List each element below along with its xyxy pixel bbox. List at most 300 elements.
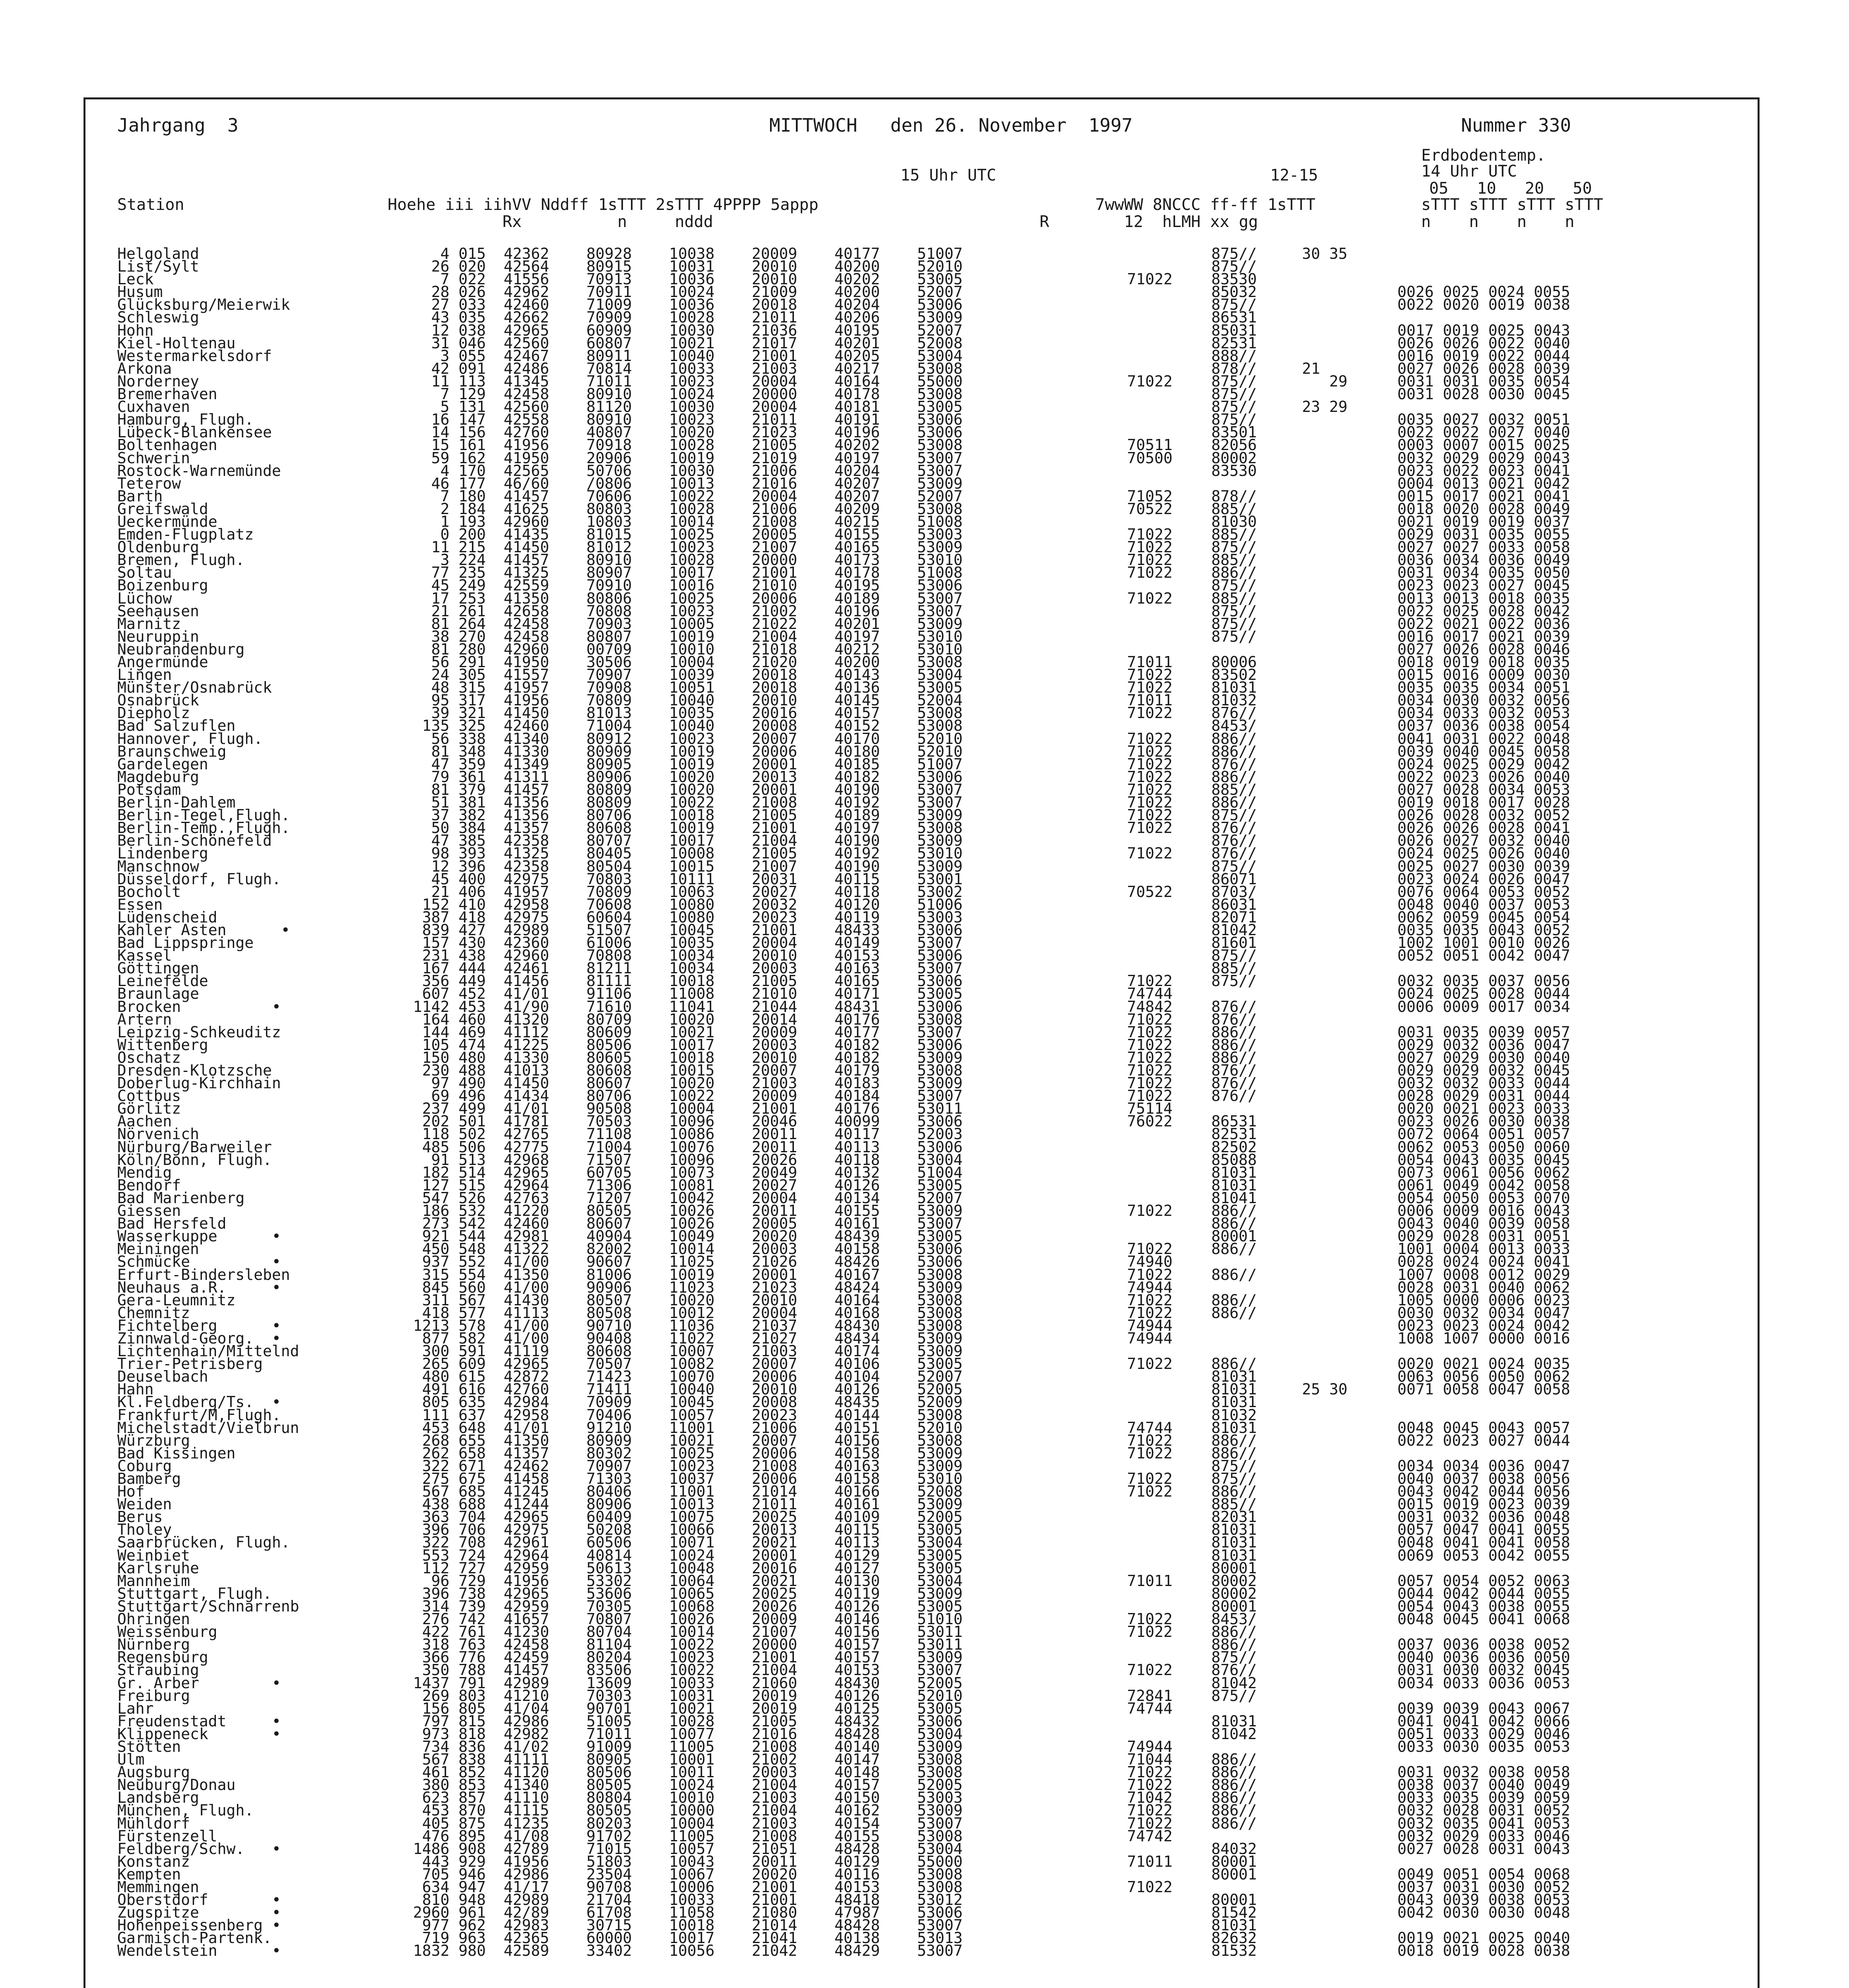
- table-cell-g: 74742: [1127, 1827, 1173, 1845]
- table-cell-h: 875//: [1211, 411, 1257, 429]
- table-cell-st: Seehausen: [117, 602, 199, 620]
- table-cell-e: 40200: [834, 258, 880, 276]
- main-columns-subheader: Rx n nddd: [388, 213, 713, 231]
- table-cell-h: 875//: [1211, 372, 1257, 390]
- table-cell-f: 53002: [917, 883, 963, 901]
- table-cell-j: 0035 0027 0032 0051: [1397, 411, 1570, 429]
- table-cell-d: 21008: [752, 1827, 797, 1845]
- table-cell-b: 53302: [586, 1572, 632, 1590]
- table-cell-h: 86531: [1211, 309, 1257, 326]
- table-cell-st: Bamberg: [117, 1470, 181, 1487]
- table-cell-e: 40119: [834, 1584, 880, 1602]
- table-cell-a: 41244: [504, 1495, 549, 1513]
- table-cell-h: 81031: [1211, 1534, 1257, 1551]
- table-cell-h: 875//: [1211, 1470, 1257, 1487]
- table-cell-d: 21001: [752, 819, 797, 837]
- table-cell-c: 10020: [669, 768, 715, 786]
- table-cell-e: 40161: [834, 1495, 880, 1513]
- table-cell-h: 875//: [1211, 258, 1257, 276]
- table-cell-g: 71022: [1127, 780, 1173, 798]
- table-cell-j: 0013 0013 0018 0035: [1397, 589, 1570, 607]
- table-cell-f: 53001: [917, 870, 963, 888]
- table-cell-a: 41245: [504, 1483, 549, 1501]
- table-cell-e: 40162: [834, 1802, 880, 1819]
- table-cell-b: 80505: [586, 1776, 632, 1794]
- table-cell-c: 10022: [669, 1661, 715, 1679]
- table-cell-b: 80804: [586, 1789, 632, 1807]
- table-cell-f: 53007: [917, 1916, 963, 1934]
- table-cell-d: 20011: [752, 1202, 797, 1220]
- table-cell-e: 48429: [834, 1942, 880, 1960]
- table-cell-b: 80506: [586, 1036, 632, 1054]
- table-cell-hi: 118 502: [422, 1125, 486, 1143]
- table-cell-c: 10040: [669, 717, 715, 735]
- table-cell-b: 80803: [586, 500, 632, 518]
- table-cell-st: List/Sylt: [117, 258, 199, 276]
- table-cell-f: 53006: [917, 1712, 963, 1730]
- table-cell-e: 40196: [834, 602, 880, 620]
- table-cell-g: 71022: [1127, 1814, 1173, 1832]
- table-cell-f: 53009: [917, 1278, 963, 1296]
- table-cell-d: 20007: [752, 1355, 797, 1373]
- table-cell-d: 21005: [752, 972, 797, 990]
- table-cell-hi: 81 348: [431, 742, 486, 760]
- table-cell-h: 886//: [1211, 1776, 1257, 1794]
- table-cell-hi: 567 685: [422, 1483, 486, 1501]
- table-cell-c: 10040: [669, 691, 715, 709]
- table-cell-a: 42458: [504, 627, 549, 645]
- table-cell-h: 878//: [1211, 487, 1257, 505]
- table-cell-st: Hahn: [117, 1380, 154, 1398]
- table-cell-h: 885//: [1211, 500, 1257, 518]
- table-cell-g: 72841: [1127, 1687, 1173, 1705]
- table-cell-g: 71042: [1127, 1789, 1173, 1807]
- table-cell-e: 40163: [834, 1457, 880, 1475]
- table-cell-st: Boltenhagen: [117, 436, 217, 454]
- table-cell-c: 10014: [669, 513, 715, 530]
- table-cell-b: 13609: [586, 1674, 632, 1692]
- table-cell-g: 71022: [1127, 1010, 1173, 1028]
- table-cell-a: 41230: [504, 1623, 549, 1641]
- table-cell-hi: 797 815: [422, 1712, 486, 1730]
- table-cell-f: 53009: [917, 1584, 963, 1602]
- table-cell-st: Neuhaus a.R. •: [117, 1278, 281, 1296]
- table-cell-c: 11005: [669, 1738, 715, 1755]
- table-cell-e: 40215: [834, 513, 880, 530]
- table-cell-c: 10014: [669, 1240, 715, 1258]
- table-cell-f: 53008: [917, 1431, 963, 1449]
- table-cell-j: 0020 0021 0024 0035: [1397, 1355, 1570, 1373]
- table-cell-e: 40195: [834, 577, 880, 594]
- table-cell-st: Soltau: [117, 564, 172, 582]
- table-cell-j: 1005 0000 0006 0023: [1397, 1291, 1570, 1309]
- table-cell-c: 10096: [669, 1151, 715, 1169]
- table-cell-b: 30715: [586, 1916, 632, 1934]
- table-cell-d: 21010: [752, 577, 797, 594]
- table-cell-b: 81006: [586, 1266, 632, 1283]
- table-cell-a: 41120: [504, 1763, 549, 1781]
- table-cell-b: 71004: [586, 717, 632, 735]
- table-cell-g: 71022: [1127, 1610, 1173, 1628]
- table-cell-st: Teterow: [117, 474, 181, 492]
- table-cell-d: 20010: [752, 258, 797, 276]
- table-cell-e: 40153: [834, 1661, 880, 1679]
- table-cell-f: 52003: [917, 1125, 963, 1143]
- table-cell-f: 55000: [917, 1852, 963, 1870]
- table-cell-a: 41330: [504, 1048, 549, 1066]
- table-cell-st: Zinnwald-Georg. •: [117, 1329, 281, 1347]
- table-cell-c: 10040: [669, 1380, 715, 1398]
- table-cell-j: 0016 0017 0021 0039: [1397, 627, 1570, 645]
- table-cell-j: 0024 0025 0029 0042: [1397, 755, 1570, 773]
- table-cell-b: 70803: [586, 870, 632, 888]
- table-cell-f: 53006: [917, 921, 963, 939]
- table-cell-c: 10040: [669, 347, 715, 365]
- table-cell-b: 91106: [586, 985, 632, 1003]
- table-cell-f: 52005: [917, 1674, 963, 1692]
- table-cell-c: 10023: [669, 730, 715, 747]
- table-cell-hi: 734 836: [422, 1738, 486, 1755]
- table-cell-hi: 156 805: [422, 1699, 486, 1717]
- table-cell-c: 10024: [669, 1776, 715, 1794]
- table-cell-c: 10036: [669, 296, 715, 314]
- table-cell-hi: 231 438: [422, 947, 486, 965]
- table-cell-st: Görlitz: [117, 1100, 181, 1118]
- table-cell-e: 40207: [834, 487, 880, 505]
- table-cell-d: 21003: [752, 1074, 797, 1092]
- table-cell-g: 70500: [1127, 449, 1173, 467]
- table-cell-e: 40204: [834, 462, 880, 480]
- table-cell-st: Essen: [117, 895, 163, 913]
- table-cell-d: 20004: [752, 372, 797, 390]
- table-cell-h: 81542: [1211, 1904, 1257, 1922]
- table-cell-f: 53007: [917, 959, 963, 977]
- table-cell-j: 0027 0026 0028 0046: [1397, 640, 1570, 658]
- table-cell-st: Artern: [117, 1010, 172, 1028]
- table-cell-hi: 47 385: [431, 832, 486, 850]
- table-cell-j: 0048 0041 0041 0058: [1397, 1534, 1570, 1551]
- table-cell-e: 40138: [834, 1929, 880, 1947]
- table-cell-h: 81031: [1211, 1712, 1257, 1730]
- table-cell-a: 42558: [504, 411, 549, 429]
- table-cell-e: 40191: [834, 411, 880, 429]
- table-cell-st: Trier-Petrisberg: [117, 1355, 263, 1373]
- table-cell-e: 40113: [834, 1138, 880, 1156]
- table-cell-st: Glücksburg/Meierwik: [117, 296, 290, 314]
- table-cell-d: 21017: [752, 334, 797, 352]
- table-cell-c: 10030: [669, 321, 715, 339]
- table-cell-e: 40174: [834, 1342, 880, 1360]
- table-cell-j: 0029 0029 0032 0045: [1397, 1062, 1570, 1079]
- table-cell-c: 10031: [669, 258, 715, 276]
- table-cell-a: 42460: [504, 717, 549, 735]
- table-cell-a: 41115: [504, 1802, 549, 1819]
- table-cell-c: 10056: [669, 1942, 715, 1960]
- table-cell-g: 71022: [1127, 1202, 1173, 1220]
- table-cell-h: 886//: [1211, 1802, 1257, 1819]
- table-cell-st: Münster/Osnabrück: [117, 679, 272, 697]
- table-cell-e: 40207: [834, 474, 880, 492]
- table-cell-h: 885//: [1211, 959, 1257, 977]
- table-cell-f: 52004: [917, 691, 963, 709]
- table-cell-j: 0030 0032 0034 0047: [1397, 1304, 1570, 1322]
- table-cell-f: 53004: [917, 1725, 963, 1743]
- table-cell-c: 10018: [669, 1916, 715, 1934]
- right-columns-header: 7wwWW 8NCCC ff-ff 1sTTT: [1095, 196, 1315, 214]
- table-cell-hi: 418 577: [422, 1304, 486, 1322]
- table-cell-a: 42960: [504, 640, 549, 658]
- table-cell-b: 80809: [586, 780, 632, 798]
- table-cell-j: 0028 0029 0031 0044: [1397, 1087, 1570, 1105]
- table-cell-h: 81041: [1211, 1189, 1257, 1207]
- table-cell-d: 21002: [752, 1751, 797, 1769]
- table-cell-hi: 276 742: [422, 1610, 486, 1628]
- table-cell-d: 20009: [752, 1610, 797, 1628]
- table-cell-d: 20005: [752, 1215, 797, 1233]
- table-cell-st: Wasserkuppe •: [117, 1227, 281, 1245]
- table-cell-d: 21004: [752, 1802, 797, 1819]
- table-cell-b: 80709: [586, 1010, 632, 1028]
- table-cell-hi: 453 870: [422, 1802, 486, 1819]
- table-cell-d: 21008: [752, 794, 797, 812]
- table-cell-hi: 719 963: [422, 1929, 486, 1947]
- table-cell-a: 41340: [504, 730, 549, 747]
- table-cell-a: 42458: [504, 1636, 549, 1654]
- table-cell-e: 40182: [834, 1036, 880, 1054]
- table-cell-j: 0038 0037 0040 0049: [1397, 1776, 1570, 1794]
- table-cell-f: 53008: [917, 1763, 963, 1781]
- table-cell-h: 81042: [1211, 1725, 1257, 1743]
- table-cell-e: 48426: [834, 1253, 880, 1271]
- table-cell-h: 886//: [1211, 1623, 1257, 1641]
- table-cell-a: 41/01: [504, 985, 549, 1003]
- table-cell-st: Lüchow: [117, 589, 172, 607]
- table-cell-a: 42775: [504, 1138, 549, 1156]
- table-cell-hi: 275 675: [422, 1470, 486, 1487]
- table-cell-f: 53010: [917, 627, 963, 645]
- table-cell-h: 886//: [1211, 1036, 1257, 1054]
- table-cell-j: 0031 0028 0030 0045: [1397, 385, 1570, 403]
- table-cell-c: 10035: [669, 704, 715, 722]
- table-cell-c: 10022: [669, 1087, 715, 1105]
- table-cell-g: 71022: [1127, 1048, 1173, 1066]
- table-cell-a: 41956: [504, 436, 549, 454]
- table-cell-h: 886//: [1211, 1023, 1257, 1041]
- table-cell-d: 21016: [752, 1725, 797, 1743]
- table-cell-f: 53010: [917, 1470, 963, 1487]
- table-cell-h: 886//: [1211, 1814, 1257, 1832]
- table-cell-e: 40177: [834, 245, 880, 262]
- table-cell-f: 53007: [917, 1215, 963, 1233]
- table-cell-e: 48430: [834, 1674, 880, 1692]
- table-cell-hi: 7 022: [440, 270, 486, 288]
- table-cell-st: Weiden: [117, 1495, 172, 1513]
- table-cell-j: 0049 0051 0054 0068: [1397, 1865, 1570, 1883]
- table-cell-f: 53009: [917, 538, 963, 556]
- table-cell-f: 53008: [917, 1751, 963, 1769]
- table-cell-hi: 97 490: [431, 1074, 486, 1092]
- table-cell-i: 25 30: [1302, 1380, 1348, 1398]
- table-cell-a: 41225: [504, 1036, 549, 1054]
- table-cell-b: 80605: [586, 1048, 632, 1066]
- table-cell-h: 876//: [1211, 1661, 1257, 1679]
- table-cell-g: 71022: [1127, 589, 1173, 607]
- table-cell-e: 40155: [834, 1202, 880, 1220]
- table-cell-a: 42986: [504, 1712, 549, 1730]
- table-cell-b: 70903: [586, 615, 632, 633]
- time-12-15-header: 12-15: [1270, 166, 1318, 184]
- table-cell-c: 10019: [669, 742, 715, 760]
- table-cell-h: 8453/: [1211, 1610, 1257, 1628]
- table-cell-st: Norderney: [117, 372, 199, 390]
- table-cell-hi: 81 280: [431, 640, 486, 658]
- table-cell-st: Osnabrück: [117, 691, 199, 709]
- table-cell-hi: 144 469: [422, 1023, 486, 1041]
- table-cell-b: 80504: [586, 857, 632, 875]
- table-cell-b: 81104: [586, 1636, 632, 1654]
- table-cell-f: 53005: [917, 1699, 963, 1717]
- table-cell-e: 40161: [834, 1215, 880, 1233]
- table-cell-e: 40202: [834, 436, 880, 454]
- table-cell-c: 10004: [669, 1814, 715, 1832]
- table-cell-b: 80406: [586, 1483, 632, 1501]
- table-cell-h: 886//: [1211, 564, 1257, 582]
- table-cell-j: 0022 0022 0027 0040: [1397, 423, 1570, 441]
- table-cell-st: Potsdam: [117, 780, 181, 798]
- table-cell-h: 886//: [1211, 1048, 1257, 1066]
- table-cell-h: 80002: [1211, 1584, 1257, 1602]
- table-cell-st: Mannheim: [117, 1572, 190, 1590]
- table-cell-hi: 17 253: [431, 589, 486, 607]
- table-cell-e: 40180: [834, 742, 880, 760]
- table-cell-c: 10049: [669, 1227, 715, 1245]
- table-cell-b: 71004: [586, 1138, 632, 1156]
- table-cell-a: 42965: [504, 1355, 549, 1373]
- table-cell-f: 53010: [917, 551, 963, 569]
- table-cell-e: 40120: [834, 895, 880, 913]
- table-cell-g: 71022: [1127, 845, 1173, 862]
- table-cell-st: Meiningen: [117, 1240, 199, 1258]
- table-cell-hi: 91 513: [431, 1151, 486, 1169]
- table-cell-j: 0052 0051 0042 0047: [1397, 947, 1570, 965]
- table-cell-e: 40126: [834, 1597, 880, 1615]
- table-cell-j: 0063 0056 0050 0062: [1397, 1368, 1570, 1386]
- table-cell-j: 0039 0039 0043 0067: [1397, 1699, 1570, 1717]
- table-cell-b: 50208: [586, 1521, 632, 1539]
- table-cell-c: 11008: [669, 985, 715, 1003]
- table-cell-d: 20011: [752, 1138, 797, 1156]
- table-cell-g: 70522: [1127, 883, 1173, 901]
- table-cell-a: 42365: [504, 1929, 549, 1947]
- table-cell-d: 20003: [752, 959, 797, 977]
- table-cell-hi: 105 474: [422, 1036, 486, 1054]
- table-cell-h: 875//: [1211, 398, 1257, 416]
- table-cell-f: 53008: [917, 1316, 963, 1334]
- table-cell-c: 10026: [669, 1610, 715, 1628]
- table-cell-h: 875//: [1211, 947, 1257, 965]
- table-cell-d: 21027: [752, 1329, 797, 1347]
- table-cell-h: 85032: [1211, 283, 1257, 301]
- table-cell-hi: 553 724: [422, 1546, 486, 1564]
- table-cell-g: 71022: [1127, 1776, 1173, 1794]
- table-cell-b: 60909: [586, 321, 632, 339]
- table-cell-d: 21016: [752, 474, 797, 492]
- table-cell-h: 875//: [1211, 1648, 1257, 1666]
- table-cell-h: 82632: [1211, 1929, 1257, 1947]
- table-cell-h: 85088: [1211, 1151, 1257, 1169]
- table-cell-a: 42362: [504, 245, 549, 262]
- table-cell-c: 10016: [669, 577, 715, 594]
- table-cell-j: 0031 0032 0036 0048: [1397, 1508, 1570, 1526]
- table-cell-a: 42763: [504, 1189, 549, 1207]
- table-cell-g: 74944: [1127, 1329, 1173, 1347]
- table-cell-st: Ueckermünde: [117, 513, 217, 530]
- table-cell-h: 875//: [1211, 602, 1257, 620]
- table-cell-e: 40165: [834, 972, 880, 990]
- table-cell-e: 40158: [834, 1240, 880, 1258]
- table-cell-hi: 877 582: [422, 1329, 486, 1347]
- table-cell-b: 71108: [586, 1125, 632, 1143]
- table-cell-b: 81120: [586, 398, 632, 416]
- table-cell-hi: 111 637: [422, 1406, 486, 1424]
- table-cell-d: 21004: [752, 1776, 797, 1794]
- table-cell-f: 53009: [917, 1457, 963, 1475]
- table-cell-b: 71610: [586, 998, 632, 1015]
- table-cell-d: 20010: [752, 1048, 797, 1066]
- table-cell-e: 40117: [834, 1125, 880, 1143]
- table-cell-g: 71011: [1127, 653, 1173, 671]
- table-cell-a: 41/08: [504, 1827, 549, 1845]
- table-cell-a: 41/02: [504, 1738, 549, 1755]
- table-cell-b: 70907: [586, 1457, 632, 1475]
- table-cell-a: 42358: [504, 832, 549, 850]
- table-cell-st: Arkona: [117, 359, 172, 377]
- table-cell-d: 21006: [752, 500, 797, 518]
- table-cell-j: 0031 0031 0035 0054: [1397, 372, 1570, 390]
- table-cell-b: 80809: [586, 794, 632, 812]
- table-cell-g: 74842: [1127, 998, 1173, 1015]
- table-cell-g: 70522: [1127, 500, 1173, 518]
- table-cell-j: 0031 0034 0035 0050: [1397, 564, 1570, 582]
- table-cell-d: 21003: [752, 359, 797, 377]
- table-cell-c: 10001: [669, 1751, 715, 1769]
- table-cell-d: 20020: [752, 1865, 797, 1883]
- table-cell-st: Magdeburg: [117, 768, 199, 786]
- table-cell-st: Bad Salzuflen: [117, 717, 236, 735]
- table-cell-b: 70503: [586, 1112, 632, 1130]
- table-cell-a: 41950: [504, 449, 549, 467]
- table-cell-b: 71507: [586, 1151, 632, 1169]
- table-cell-j: 0028 0031 0040 0062: [1397, 1278, 1570, 1296]
- table-cell-st: Bremen, Flugh.: [117, 551, 245, 569]
- table-cell-d: 20018: [752, 666, 797, 684]
- table-cell-a: 42360: [504, 934, 549, 952]
- table-cell-j: 0071 0058 0047 0058: [1397, 1380, 1570, 1398]
- table-cell-st: Memmingen: [117, 1878, 199, 1896]
- table-cell-j: 0015 0017 0021 0041: [1397, 487, 1570, 505]
- table-cell-st: Wittenberg: [117, 1036, 208, 1054]
- table-cell-e: 40197: [834, 819, 880, 837]
- table-cell-a: 42961: [504, 1534, 549, 1551]
- table-cell-f: 53006: [917, 1904, 963, 1922]
- table-cell-a: 41/00: [504, 1329, 549, 1347]
- table-cell-c: 10010: [669, 640, 715, 658]
- table-cell-g: 71022: [1127, 1431, 1173, 1449]
- table-cell-c: 10023: [669, 411, 715, 429]
- table-cell-hi: 50 384: [431, 819, 486, 837]
- table-cell-a: 41357: [504, 819, 549, 837]
- table-cell-hi: 480 615: [422, 1368, 486, 1386]
